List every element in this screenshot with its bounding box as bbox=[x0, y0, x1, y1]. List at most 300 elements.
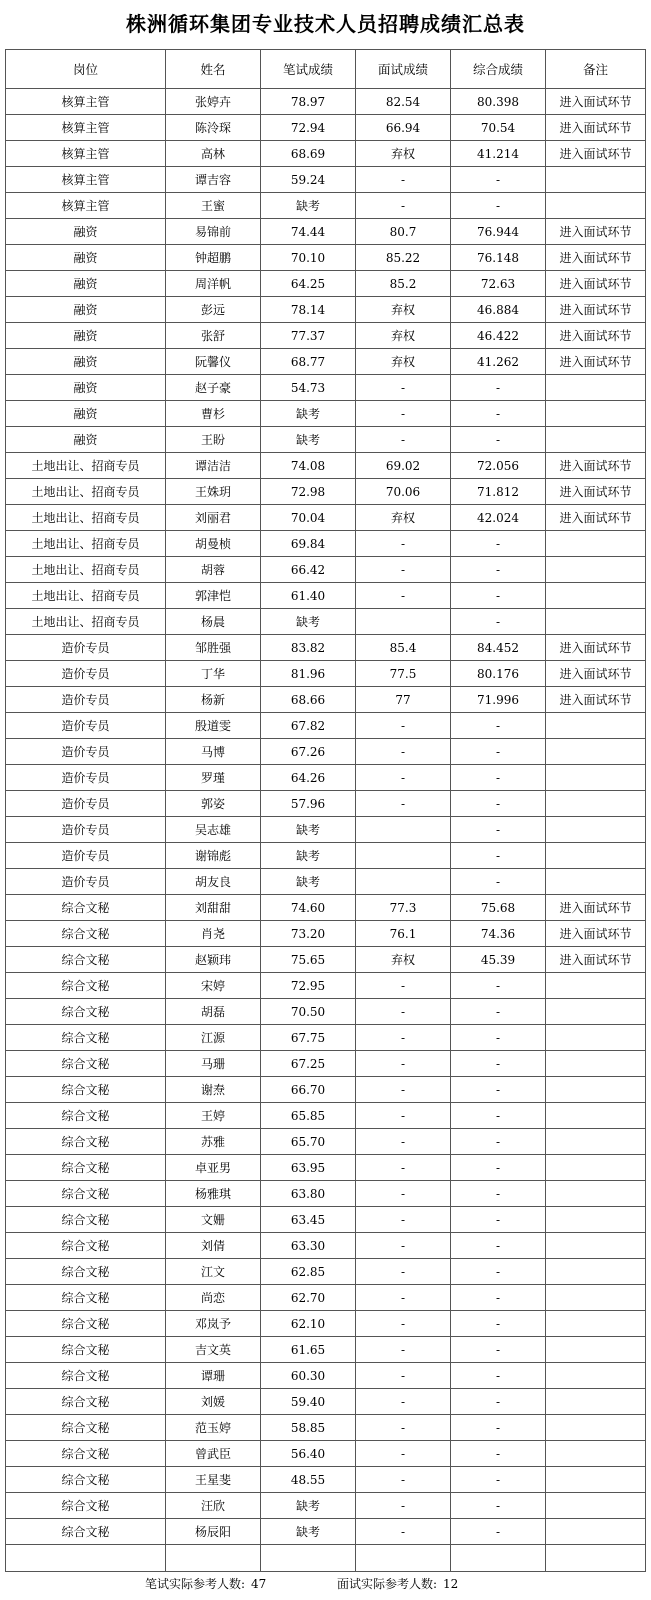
cell-name: 彭远 bbox=[166, 297, 261, 323]
cell-position: 融资 bbox=[6, 271, 166, 297]
table-row bbox=[6, 973, 646, 999]
cell-total-score: 84.452 bbox=[451, 635, 546, 661]
table-row bbox=[6, 219, 646, 245]
cell-name: 谭珊 bbox=[166, 1363, 261, 1389]
cell-interview-score: - bbox=[356, 1207, 451, 1233]
cell-position: 土地出让、招商专员 bbox=[6, 583, 166, 609]
cell-total-score: - bbox=[451, 1493, 546, 1519]
cell-name: 汪欣 bbox=[166, 1493, 261, 1519]
blank-cell bbox=[451, 1545, 546, 1572]
cell-remarks bbox=[546, 1155, 646, 1181]
table-row bbox=[6, 479, 646, 505]
blank-cell bbox=[166, 1545, 261, 1572]
cell-total-score: - bbox=[451, 973, 546, 999]
cell-name: 邹胜强 bbox=[166, 635, 261, 661]
cell-position: 综合文秘 bbox=[6, 1467, 166, 1493]
cell-remarks bbox=[546, 817, 646, 843]
cell-written-score: 78.14 bbox=[261, 297, 356, 323]
table-row bbox=[6, 1493, 646, 1519]
cell-written-score: 60.30 bbox=[261, 1363, 356, 1389]
cell-position: 土地出让、招商专员 bbox=[6, 479, 166, 505]
table-row bbox=[6, 947, 646, 973]
cell-written-score: 81.96 bbox=[261, 661, 356, 687]
cell-position: 造价专员 bbox=[6, 791, 166, 817]
cell-remarks: 进入面试环节 bbox=[546, 89, 646, 115]
cell-name: 刘丽君 bbox=[166, 505, 261, 531]
cell-written-score: 72.95 bbox=[261, 973, 356, 999]
cell-name: 杨辰阳 bbox=[166, 1519, 261, 1545]
table-row bbox=[6, 401, 646, 427]
cell-written-score: 70.10 bbox=[261, 245, 356, 271]
cell-written-score: 64.25 bbox=[261, 271, 356, 297]
cell-total-score: - bbox=[451, 557, 546, 583]
cell-written-score: 59.40 bbox=[261, 1389, 356, 1415]
cell-total-score: 42.024 bbox=[451, 505, 546, 531]
cell-remarks bbox=[546, 869, 646, 895]
cell-name: 范玉婷 bbox=[166, 1415, 261, 1441]
cell-remarks bbox=[546, 1311, 646, 1337]
cell-remarks: 进入面试环节 bbox=[546, 245, 646, 271]
cell-remarks bbox=[546, 791, 646, 817]
cell-written-score: 65.85 bbox=[261, 1103, 356, 1129]
cell-name: 吴志雄 bbox=[166, 817, 261, 843]
table-row bbox=[6, 323, 646, 349]
cell-written-score: 78.97 bbox=[261, 89, 356, 115]
cell-remarks: 进入面试环节 bbox=[546, 505, 646, 531]
cell-position: 融资 bbox=[6, 401, 166, 427]
cell-interview-score: 弃权 bbox=[356, 349, 451, 375]
cell-interview-score: 70.06 bbox=[356, 479, 451, 505]
cell-remarks bbox=[546, 193, 646, 219]
cell-remarks bbox=[546, 1233, 646, 1259]
cell-written-score: 67.26 bbox=[261, 739, 356, 765]
table-row bbox=[6, 1025, 646, 1051]
cell-remarks: 进入面试环节 bbox=[546, 479, 646, 505]
cell-interview-score: - bbox=[356, 739, 451, 765]
cell-written-score: 70.50 bbox=[261, 999, 356, 1025]
cell-written-score: 63.45 bbox=[261, 1207, 356, 1233]
cell-total-score: 80.398 bbox=[451, 89, 546, 115]
cell-written-score: 72.94 bbox=[261, 115, 356, 141]
cell-total-score: - bbox=[451, 531, 546, 557]
cell-remarks bbox=[546, 1363, 646, 1389]
interview-count-summary bbox=[337, 1575, 458, 1592]
cell-remarks bbox=[546, 1415, 646, 1441]
cell-position: 融资 bbox=[6, 375, 166, 401]
cell-position: 土地出让、招商专员 bbox=[6, 505, 166, 531]
table-row bbox=[6, 609, 646, 635]
cell-position: 融资 bbox=[6, 219, 166, 245]
cell-position: 核算主管 bbox=[6, 115, 166, 141]
table-row bbox=[6, 557, 646, 583]
cell-remarks bbox=[546, 427, 646, 453]
cell-total-score: - bbox=[451, 869, 546, 895]
table-row bbox=[6, 245, 646, 271]
cell-remarks bbox=[546, 375, 646, 401]
cell-interview-score: - bbox=[356, 999, 451, 1025]
cell-total-score: - bbox=[451, 1415, 546, 1441]
table-row bbox=[6, 1259, 646, 1285]
cell-written-score: 57.96 bbox=[261, 791, 356, 817]
cell-total-score: 41.262 bbox=[451, 349, 546, 375]
cell-total-score: - bbox=[451, 1311, 546, 1337]
cell-name: 谢锦彪 bbox=[166, 843, 261, 869]
cell-remarks bbox=[546, 1519, 646, 1545]
cell-interview-score: 弃权 bbox=[356, 323, 451, 349]
table-row bbox=[6, 1311, 646, 1337]
cell-name: 曾武臣 bbox=[166, 1441, 261, 1467]
cell-written-score: 83.82 bbox=[261, 635, 356, 661]
cell-position: 造价专员 bbox=[6, 765, 166, 791]
table-row bbox=[6, 843, 646, 869]
interview-count-label: 面试实际参考人数: bbox=[337, 1577, 438, 1591]
cell-total-score: - bbox=[451, 583, 546, 609]
cell-written-score: 62.85 bbox=[261, 1259, 356, 1285]
cell-interview-score: 66.94 bbox=[356, 115, 451, 141]
cell-interview-score: - bbox=[356, 427, 451, 453]
cell-interview-score: - bbox=[356, 1077, 451, 1103]
cell-name: 阮馨仪 bbox=[166, 349, 261, 375]
cell-total-score: - bbox=[451, 1181, 546, 1207]
cell-name: 卓亚男 bbox=[166, 1155, 261, 1181]
table-row bbox=[6, 531, 646, 557]
table-row bbox=[6, 765, 646, 791]
cell-position: 造价专员 bbox=[6, 661, 166, 687]
cell-interview-score: - bbox=[356, 1259, 451, 1285]
cell-name: 王蜜 bbox=[166, 193, 261, 219]
cell-total-score: 45.39 bbox=[451, 947, 546, 973]
cell-total-score: 71.812 bbox=[451, 479, 546, 505]
cell-written-score: 缺考 bbox=[261, 869, 356, 895]
cell-interview-score: 弃权 bbox=[356, 505, 451, 531]
cell-remarks bbox=[546, 531, 646, 557]
cell-name: 胡曼桢 bbox=[166, 531, 261, 557]
cell-remarks: 进入面试环节 bbox=[546, 921, 646, 947]
cell-interview-score: - bbox=[356, 1467, 451, 1493]
cell-position: 综合文秘 bbox=[6, 1441, 166, 1467]
cell-written-score: 63.80 bbox=[261, 1181, 356, 1207]
cell-position: 综合文秘 bbox=[6, 1415, 166, 1441]
cell-name: 江源 bbox=[166, 1025, 261, 1051]
cell-total-score: - bbox=[451, 1077, 546, 1103]
cell-position: 核算主管 bbox=[6, 89, 166, 115]
cell-name: 陈泠琛 bbox=[166, 115, 261, 141]
cell-remarks bbox=[546, 1467, 646, 1493]
cell-total-score: 41.214 bbox=[451, 141, 546, 167]
table-row bbox=[6, 661, 646, 687]
cell-total-score: - bbox=[451, 1363, 546, 1389]
table-row bbox=[6, 1519, 646, 1545]
cell-total-score: 46.422 bbox=[451, 323, 546, 349]
cell-total-score: - bbox=[451, 375, 546, 401]
cell-position: 综合文秘 bbox=[6, 1181, 166, 1207]
cell-interview-score: 77 bbox=[356, 687, 451, 713]
table-row bbox=[6, 1233, 646, 1259]
cell-written-score: 68.66 bbox=[261, 687, 356, 713]
cell-remarks bbox=[546, 1103, 646, 1129]
cell-written-score: 缺考 bbox=[261, 193, 356, 219]
cell-interview-score: - bbox=[356, 1129, 451, 1155]
cell-name: 邓岚予 bbox=[166, 1311, 261, 1337]
cell-interview-score: - bbox=[356, 1389, 451, 1415]
cell-total-score: - bbox=[451, 1103, 546, 1129]
cell-written-score: 56.40 bbox=[261, 1441, 356, 1467]
cell-position: 综合文秘 bbox=[6, 1389, 166, 1415]
table-row bbox=[6, 687, 646, 713]
cell-total-score: - bbox=[451, 1337, 546, 1363]
table-row bbox=[6, 1337, 646, 1363]
cell-written-score: 68.69 bbox=[261, 141, 356, 167]
cell-written-score: 缺考 bbox=[261, 609, 356, 635]
cell-name: 高林 bbox=[166, 141, 261, 167]
cell-interview-score: 85.22 bbox=[356, 245, 451, 271]
cell-interview-score: - bbox=[356, 1181, 451, 1207]
cell-total-score: - bbox=[451, 1155, 546, 1181]
cell-position: 综合文秘 bbox=[6, 1259, 166, 1285]
cell-position: 综合文秘 bbox=[6, 1493, 166, 1519]
cell-interview-score: 80.7 bbox=[356, 219, 451, 245]
cell-total-score: - bbox=[451, 1129, 546, 1155]
cell-position: 综合文秘 bbox=[6, 1311, 166, 1337]
cell-remarks bbox=[546, 1207, 646, 1233]
cell-interview-score: - bbox=[356, 1285, 451, 1311]
cell-total-score: - bbox=[451, 765, 546, 791]
cell-position: 融资 bbox=[6, 297, 166, 323]
table-row bbox=[6, 115, 646, 141]
cell-remarks: 进入面试环节 bbox=[546, 635, 646, 661]
cell-name: 杨雅琪 bbox=[166, 1181, 261, 1207]
cell-interview-score bbox=[356, 843, 451, 869]
cell-position: 造价专员 bbox=[6, 817, 166, 843]
cell-total-score: - bbox=[451, 401, 546, 427]
cell-name: 王星斐 bbox=[166, 1467, 261, 1493]
cell-remarks: 进入面试环节 bbox=[546, 141, 646, 167]
table-row bbox=[6, 869, 646, 895]
page-title: 株洲循环集团专业技术人员招聘成绩汇总表 bbox=[126, 12, 525, 36]
cell-interview-score: - bbox=[356, 167, 451, 193]
cell-interview-score: - bbox=[356, 1493, 451, 1519]
cell-position: 土地出让、招商专员 bbox=[6, 453, 166, 479]
table-row bbox=[6, 427, 646, 453]
cell-position: 融资 bbox=[6, 427, 166, 453]
cell-position: 综合文秘 bbox=[6, 1337, 166, 1363]
table-row bbox=[6, 297, 646, 323]
cell-total-score: - bbox=[451, 1025, 546, 1051]
cell-interview-score: - bbox=[356, 791, 451, 817]
cell-interview-score: - bbox=[356, 557, 451, 583]
cell-total-score: - bbox=[451, 1467, 546, 1493]
cell-name: 张婷卉 bbox=[166, 89, 261, 115]
cell-interview-score bbox=[356, 869, 451, 895]
cell-written-score: 75.65 bbox=[261, 947, 356, 973]
column-header-written-score: 笔试成绩 bbox=[261, 50, 356, 89]
cell-total-score: 72.056 bbox=[451, 453, 546, 479]
table-row bbox=[6, 1389, 646, 1415]
cell-total-score: - bbox=[451, 999, 546, 1025]
cell-total-score: 72.63 bbox=[451, 271, 546, 297]
cell-interview-score: - bbox=[356, 401, 451, 427]
cell-name: 苏雅 bbox=[166, 1129, 261, 1155]
cell-name: 王婷 bbox=[166, 1103, 261, 1129]
cell-position: 造价专员 bbox=[6, 713, 166, 739]
cell-total-score: - bbox=[451, 1207, 546, 1233]
cell-written-score: 64.26 bbox=[261, 765, 356, 791]
cell-written-score: 67.75 bbox=[261, 1025, 356, 1051]
cell-written-score: 58.85 bbox=[261, 1415, 356, 1441]
cell-position: 造价专员 bbox=[6, 687, 166, 713]
cell-written-score: 67.82 bbox=[261, 713, 356, 739]
cell-total-score: - bbox=[451, 1519, 546, 1545]
table-row bbox=[6, 739, 646, 765]
table-row bbox=[6, 1415, 646, 1441]
cell-remarks bbox=[546, 999, 646, 1025]
cell-remarks bbox=[546, 765, 646, 791]
table-row bbox=[6, 89, 646, 115]
cell-total-score: - bbox=[451, 427, 546, 453]
cell-written-score: 69.84 bbox=[261, 531, 356, 557]
cell-position: 土地出让、招商专员 bbox=[6, 531, 166, 557]
cell-total-score: - bbox=[451, 167, 546, 193]
cell-written-score: 62.10 bbox=[261, 1311, 356, 1337]
table-row bbox=[6, 1467, 646, 1493]
cell-written-score: 68.77 bbox=[261, 349, 356, 375]
cell-remarks bbox=[546, 1337, 646, 1363]
table-row bbox=[6, 895, 646, 921]
cell-written-score: 48.55 bbox=[261, 1467, 356, 1493]
table-row bbox=[6, 1129, 646, 1155]
cell-position: 核算主管 bbox=[6, 141, 166, 167]
cell-position: 综合文秘 bbox=[6, 1233, 166, 1259]
cell-interview-score: 76.1 bbox=[356, 921, 451, 947]
cell-name: 钟超鹏 bbox=[166, 245, 261, 271]
cell-written-score: 54.73 bbox=[261, 375, 356, 401]
cell-interview-score: - bbox=[356, 1441, 451, 1467]
table-row bbox=[6, 791, 646, 817]
table-row bbox=[6, 271, 646, 297]
cell-name: 吉文英 bbox=[166, 1337, 261, 1363]
cell-written-score: 70.04 bbox=[261, 505, 356, 531]
cell-remarks: 进入面试环节 bbox=[546, 661, 646, 687]
column-header-name: 姓名 bbox=[166, 50, 261, 89]
blank-row bbox=[6, 1545, 646, 1572]
cell-written-score: 缺考 bbox=[261, 1519, 356, 1545]
table-row bbox=[6, 1363, 646, 1389]
cell-remarks: 进入面试环节 bbox=[546, 297, 646, 323]
cell-name: 马博 bbox=[166, 739, 261, 765]
cell-interview-score: 69.02 bbox=[356, 453, 451, 479]
cell-written-score: 61.65 bbox=[261, 1337, 356, 1363]
cell-interview-score: - bbox=[356, 973, 451, 999]
cell-written-score: 59.24 bbox=[261, 167, 356, 193]
cell-name: 刘甜甜 bbox=[166, 895, 261, 921]
cell-written-score: 缺考 bbox=[261, 401, 356, 427]
cell-name: 罗瑾 bbox=[166, 765, 261, 791]
cell-position: 综合文秘 bbox=[6, 947, 166, 973]
cell-interview-score: 85.2 bbox=[356, 271, 451, 297]
cell-remarks bbox=[546, 1051, 646, 1077]
cell-name: 尚恋 bbox=[166, 1285, 261, 1311]
table-row bbox=[6, 375, 646, 401]
cell-interview-score: - bbox=[356, 1415, 451, 1441]
table-row bbox=[6, 1155, 646, 1181]
cell-remarks bbox=[546, 1077, 646, 1103]
cell-position: 综合文秘 bbox=[6, 999, 166, 1025]
cell-remarks: 进入面试环节 bbox=[546, 453, 646, 479]
cell-written-score: 72.98 bbox=[261, 479, 356, 505]
cell-total-score: - bbox=[451, 1233, 546, 1259]
cell-remarks: 进入面试环节 bbox=[546, 115, 646, 141]
blank-cell bbox=[261, 1545, 356, 1572]
cell-interview-score: - bbox=[356, 765, 451, 791]
cell-name: 殷道雯 bbox=[166, 713, 261, 739]
cell-name: 谢焘 bbox=[166, 1077, 261, 1103]
cell-position: 融资 bbox=[6, 323, 166, 349]
cell-name: 宋婷 bbox=[166, 973, 261, 999]
cell-written-score: 66.70 bbox=[261, 1077, 356, 1103]
cell-position: 造价专员 bbox=[6, 869, 166, 895]
table-row bbox=[6, 1051, 646, 1077]
cell-remarks bbox=[546, 1259, 646, 1285]
cell-position: 综合文秘 bbox=[6, 1363, 166, 1389]
cell-name: 丁华 bbox=[166, 661, 261, 687]
cell-total-score: - bbox=[451, 1051, 546, 1077]
cell-remarks bbox=[546, 583, 646, 609]
cell-written-score: 73.20 bbox=[261, 921, 356, 947]
cell-interview-score: - bbox=[356, 713, 451, 739]
cell-total-score: - bbox=[451, 713, 546, 739]
cell-remarks: 进入面试环节 bbox=[546, 271, 646, 297]
cell-written-score: 77.37 bbox=[261, 323, 356, 349]
table-row bbox=[6, 1285, 646, 1311]
table-row bbox=[6, 713, 646, 739]
cell-total-score: - bbox=[451, 1389, 546, 1415]
cell-interview-score: - bbox=[356, 1051, 451, 1077]
cell-name: 胡友良 bbox=[166, 869, 261, 895]
cell-name: 胡磊 bbox=[166, 999, 261, 1025]
cell-name: 郭津恺 bbox=[166, 583, 261, 609]
cell-position: 综合文秘 bbox=[6, 1129, 166, 1155]
cell-position: 综合文秘 bbox=[6, 895, 166, 921]
cell-written-score: 61.40 bbox=[261, 583, 356, 609]
cell-interview-score: - bbox=[356, 1337, 451, 1363]
cell-position: 土地出让、招商专员 bbox=[6, 609, 166, 635]
cell-name: 马珊 bbox=[166, 1051, 261, 1077]
cell-interview-score: 77.5 bbox=[356, 661, 451, 687]
cell-remarks bbox=[546, 739, 646, 765]
cell-total-score: - bbox=[451, 791, 546, 817]
table-row bbox=[6, 921, 646, 947]
column-header-interview-score: 面试成绩 bbox=[356, 50, 451, 89]
cell-name: 杨晨 bbox=[166, 609, 261, 635]
cell-interview-score: 弃权 bbox=[356, 141, 451, 167]
cell-interview-score: 弃权 bbox=[356, 297, 451, 323]
cell-total-score: 76.148 bbox=[451, 245, 546, 271]
cell-remarks bbox=[546, 1389, 646, 1415]
cell-position: 造价专员 bbox=[6, 843, 166, 869]
table-row bbox=[6, 505, 646, 531]
cell-remarks bbox=[546, 1181, 646, 1207]
table-row bbox=[6, 1181, 646, 1207]
table-row bbox=[6, 141, 646, 167]
cell-interview-score: - bbox=[356, 193, 451, 219]
cell-interview-score bbox=[356, 817, 451, 843]
table-row bbox=[6, 999, 646, 1025]
cell-position: 土地出让、招商专员 bbox=[6, 557, 166, 583]
cell-interview-score: 85.4 bbox=[356, 635, 451, 661]
cell-total-score: - bbox=[451, 193, 546, 219]
cell-interview-score: - bbox=[356, 1103, 451, 1129]
cell-remarks bbox=[546, 557, 646, 583]
